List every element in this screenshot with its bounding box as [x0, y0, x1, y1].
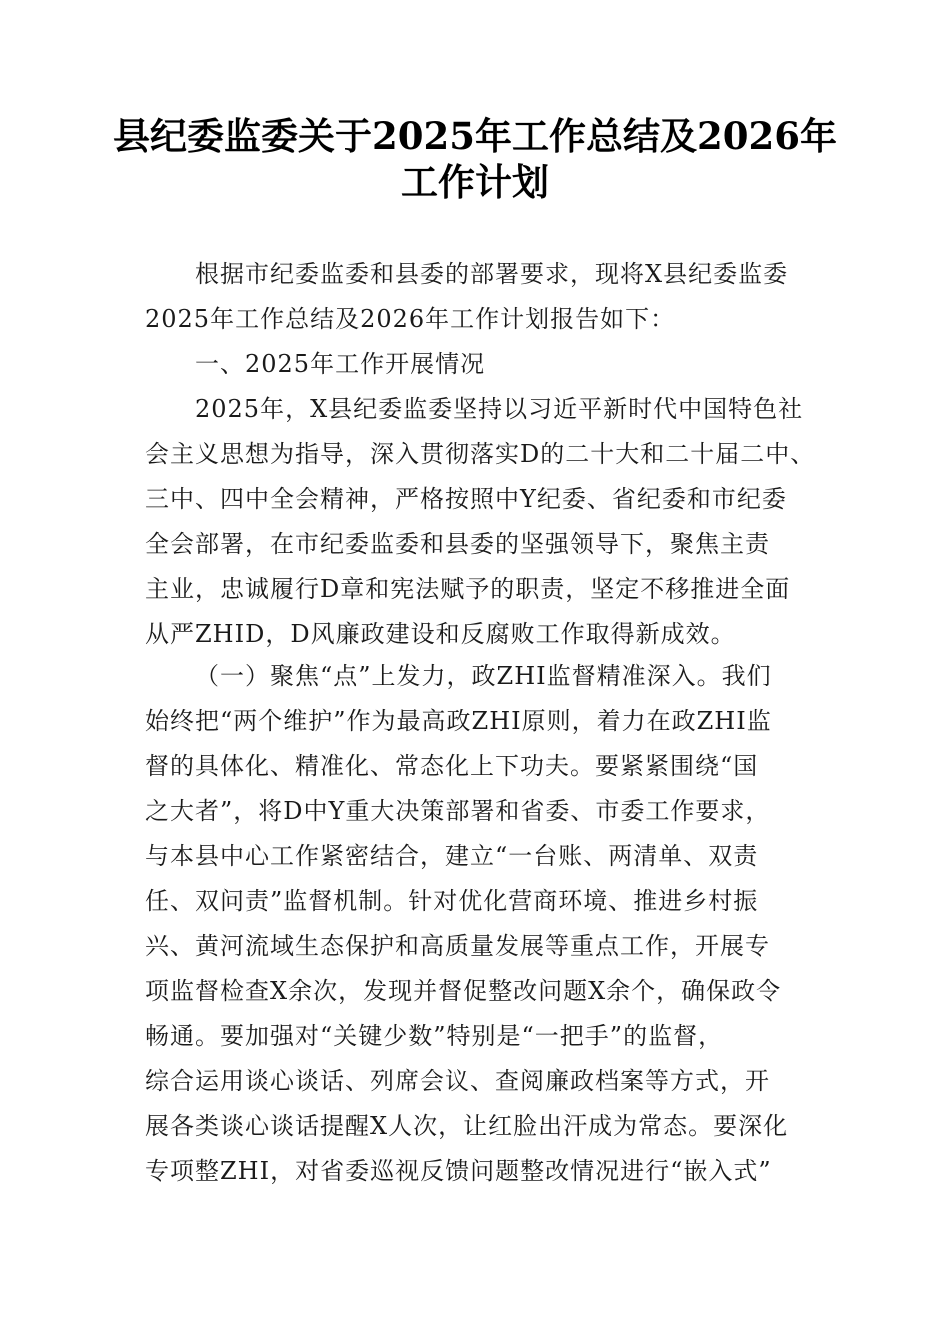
section-heading-1: 一、2025年工作开展情况 [195, 350, 486, 378]
body-line-11: 始终把“两个维护”作为最高政ZHI原则，着力在政ZHI监 [145, 707, 772, 735]
body-line-12: 督的具体化、精准化、常态化上下功夫。要紧紧围绕“国 [145, 752, 759, 780]
body-line-1: 根据市纪委监委和县委的部署要求，现将X县纪委监委 [195, 260, 789, 288]
body-line-21: 专项整ZHI，对省委巡视反馈问题整改情况进行“嵌入式” [145, 1157, 772, 1185]
body-line-7: 全会部署，在市纪委监委和县委的坚强领导下，聚焦主责 [145, 530, 770, 558]
subsection-heading-1: （一）聚焦“点”上发力，政ZHI监督精准深入。我们 [195, 662, 772, 690]
body-line-18: 畅通。要加强对“关键少数”特别是“一把手”的监督， [145, 1022, 724, 1050]
body-line-16: 兴、黄河流域生态保护和高质量发展等重点工作，开展专 [145, 932, 770, 960]
document-title-line-1: 县纪委监委关于2025年工作总结及2026年 [113, 114, 837, 158]
body-line-8: 主业，忠诚履行D章和宪法赋予的职责，坚定不移推进全面 [145, 575, 791, 603]
body-line-9: 从严ZHID，D风廉政建设和反腐败工作取得新成效。 [145, 620, 736, 648]
body-line-20: 展各类谈心谈话提醒X人次，让红脸出汗成为常态。要深化 [145, 1112, 789, 1140]
body-line-19: 综合运用谈心谈话、列席会议、查阅廉政档案等方式，开 [145, 1067, 770, 1095]
body-line-2: 2025年工作总结及2026年工作计划报告如下： [145, 305, 676, 333]
body-line-14: 与本县中心工作紧密结合，建立“一台账、两清单、双责 [145, 842, 759, 870]
document-title-line-2: 工作计划 [401, 160, 549, 204]
body-line-4: 2025年，X县纪委监委坚持以习近平新时代中国特色社 [195, 395, 804, 423]
body-line-17: 项监督检查X余次，发现并督促整改问题X余个，确保政令 [145, 977, 782, 1005]
body-line-6: 三中、四中全会精神，严格按照中Y纪委、省纪委和市纪委 [145, 485, 787, 513]
body-line-15: 任、双问责”监督机制。针对优化营商环境、推进乡村振 [145, 887, 759, 915]
body-line-5: 会主义思想为指导，深入贯彻落实D的二十大和二十届二中、 [145, 440, 815, 468]
body-line-13: 之大者”，将D中Y重大决策部署和省委、市委工作要求， [145, 797, 771, 825]
